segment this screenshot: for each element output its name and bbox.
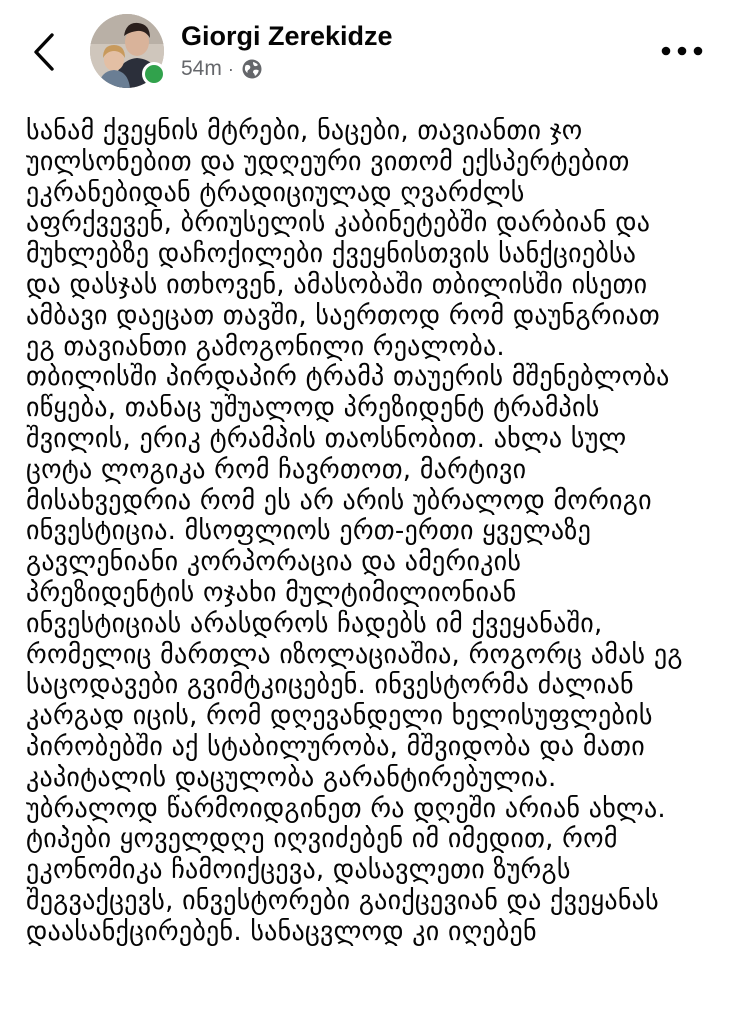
post-meta bbox=[181, 56, 263, 82]
ellipsis-horizontal-icon bbox=[660, 45, 704, 57]
post-text-line: ეკრანებიდან ტრადიციულად ღვარძლს bbox=[26, 177, 525, 208]
post-text-line: და დასჯას ითხოვენ, ამასობაში თბილისში ისეთი bbox=[26, 269, 648, 300]
post-text-line: ტიპები ყოველდღე იღვიძებენ იმ იმედით, რომ bbox=[26, 824, 618, 855]
post-text-line: ეგ თავიანთი გამოგონილი რეალობა. bbox=[26, 331, 505, 362]
post-text-line: მუხლებზე დაჩოქილები ქვეყნისთვის სანქციებსა bbox=[26, 239, 637, 270]
post-text-line: შეგვაქცევს, ინვესტორები გაიქცევიან და ქვეყანას bbox=[26, 885, 659, 916]
post-text-line: ამბავი დაეცათ თავში, საერთოდ რომ დაუნგრიათ bbox=[26, 300, 660, 331]
post-text-line: კაპიტალის დაცულობა გარანტირებულია. bbox=[26, 762, 557, 793]
post-text-line: შვილის, ერიკ ტრამპის თაოსნობით. ახლა სულ bbox=[26, 423, 627, 454]
post-text-line: უილსონებით და უდღეური ვითომ ექსპერტებით bbox=[26, 146, 630, 177]
more-options-button[interactable] bbox=[659, 36, 705, 66]
post-text-line: ეკონომიკა ჩამოიქცევა, დასავლეთი ზურგს bbox=[26, 855, 571, 886]
post-text-line: თბილისში პირდაპირ ტრამპ თაუერის მშენებლობა bbox=[26, 362, 670, 393]
post-text-line: ინვესტიცია. მსოფლიოს ერთ-ერთი ყველაზე bbox=[26, 516, 592, 547]
post-text-line: რომელიც მართლა იზოლაციაშია, როგორც ამას ეგ bbox=[26, 639, 683, 670]
post-text-line: ინვესტიციას არასდროს ჩადებს იმ ქვეყანაში, bbox=[26, 608, 603, 639]
post-text-line: მისახვედრია რომ ეს არ არის უბრალოდ მორიგი bbox=[26, 485, 652, 516]
post-timestamp[interactable]: 54m bbox=[181, 57, 222, 80]
post-text-line: აფრქვევენ, ბრიუსელის კაბინეტებში დარბიან და bbox=[26, 208, 651, 239]
chevron-left-icon bbox=[31, 32, 57, 72]
post-text-line: ცოტა ლოგიკა რომ ჩავრთოთ, მარტივი bbox=[26, 454, 527, 485]
author-avatar[interactable] bbox=[90, 14, 164, 88]
post-text-line: კარგად იცის, რომ დღევანდელი ხელისუფლების bbox=[26, 701, 653, 732]
post-text-line: სანამ ქვეყნის მტრები, ნაცები, თავიანთი ჯო bbox=[26, 116, 583, 146]
post-header bbox=[0, 0, 735, 100]
author-name[interactable]: Giorgi Zerekidze bbox=[181, 21, 393, 51]
meta-separator: · bbox=[227, 59, 234, 79]
post-text-line: დაასანქცირებენ. სანაცვლოდ კი იღებენ bbox=[26, 916, 537, 947]
post-text-line: პირობებში აქ სტაბილურობა, მშვიდობა და მათი bbox=[26, 731, 645, 762]
post-text-line: იწყება, თანაც უშუალოდ პრეზიდენტ ტრამპის bbox=[26, 393, 600, 424]
post-text-line: გავლენიანი კორპორაცია და ამერიკის bbox=[26, 547, 522, 578]
online-status-indicator bbox=[142, 62, 166, 86]
post-text-line: საცოდავები გვიმტკიცებენ. ინვესტორმა ძალიან bbox=[26, 670, 634, 701]
post-text-line: უბრალოდ წარმოიდგინეთ რა დღეში არიან ახლა. bbox=[26, 793, 666, 824]
back-button[interactable] bbox=[22, 28, 66, 76]
globe-icon[interactable] bbox=[241, 58, 263, 80]
post-body bbox=[26, 116, 726, 948]
post-text-line: პრეზიდენტის ოჯახი მულტიმილიონიან bbox=[26, 577, 517, 608]
